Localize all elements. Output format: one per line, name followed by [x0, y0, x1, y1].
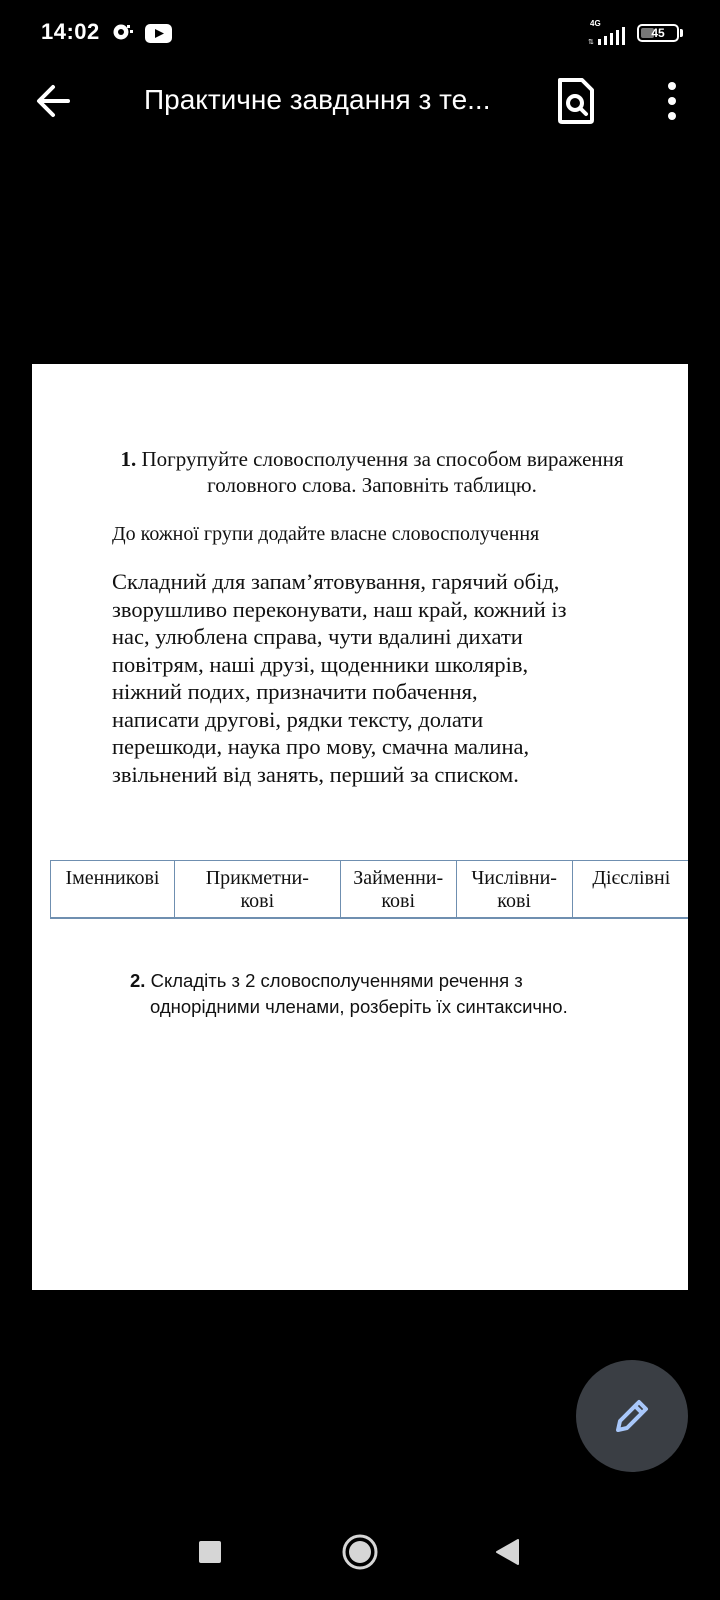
header-line1: Дієслівні [592, 867, 671, 889]
header-line1: Числівни- [471, 867, 557, 889]
task2-line1: Складіть з 2 словосполученнями речення з [150, 970, 523, 991]
arrow-back-icon [28, 78, 74, 124]
task2-number: 2. [130, 970, 146, 991]
task1-heading [112, 446, 632, 498]
signal-icon [588, 27, 626, 45]
recents-square-icon [198, 1540, 222, 1564]
task2-text [130, 968, 650, 1020]
vpn-icon [112, 22, 134, 42]
more-options-button[interactable] [654, 78, 690, 124]
status-time: 14:02 [41, 19, 100, 44]
groups-table [50, 860, 688, 919]
phrase-line: нас, улюблена справа, чути вдалині дихати [112, 624, 523, 649]
phrase-line: зворушливо переконувати, наш край, кожний із [112, 596, 567, 622]
table-header-cell [572, 861, 688, 919]
task1-subtitle: До кожної групи додайте власне словосполучення [112, 523, 540, 545]
header-line1: Займенни- [353, 867, 444, 889]
battery-icon [637, 24, 679, 42]
phrase-line: звільнений від занять, перший за списком. [112, 761, 519, 787]
find-in-document-icon [552, 76, 600, 126]
header-line2: кові [381, 890, 416, 912]
document-page[interactable] [32, 364, 688, 1290]
table-header-cell [51, 861, 175, 919]
table-header-cell [174, 861, 340, 919]
header-line1: Прикметни- [205, 867, 309, 889]
phrase-line: ніжний подих, призначити побачення, [112, 679, 478, 704]
table-header-row [51, 861, 689, 919]
task1-phrases [112, 568, 632, 788]
home-button[interactable] [340, 1532, 380, 1572]
phrase-line: повітрям, наші друзі, щоденники школярів, [112, 651, 529, 677]
table-header-cell [340, 861, 456, 919]
nav-back-button[interactable] [494, 1538, 520, 1566]
more-vert-icon [654, 78, 690, 124]
back-triangle-icon [494, 1538, 520, 1566]
battery-percent: 45 [651, 26, 665, 40]
header-line2: кові [497, 890, 531, 912]
table-header-cell [456, 861, 572, 919]
svg-text:⇅: ⇅ [588, 39, 594, 45]
recents-button[interactable] [198, 1540, 222, 1564]
header-line2: кові [240, 890, 275, 912]
battery-tip [680, 29, 683, 37]
app-bar [0, 68, 720, 134]
youtube-icon [145, 24, 172, 43]
status-bar [0, 0, 720, 68]
phrase-line: Складний для запам’ятовування, гарячий обід, [112, 569, 560, 594]
task2-line2: однорідними членами, розберіть їх синтаксично. [150, 996, 568, 1017]
task1-title: Погрупуйте словосполучення за способом вираження головного слова. Заповніть таблицю. [141, 447, 624, 497]
document-title: Практичне завдання з те... [144, 84, 491, 115]
back-button[interactable] [28, 78, 74, 124]
network-type: 4G [590, 19, 601, 28]
task1-number: 1. [120, 447, 137, 471]
edit-fab-button[interactable] [576, 1360, 688, 1472]
find-in-document-button[interactable] [552, 76, 600, 126]
phrase-line: перешкоди, наука про мову, смачна малина, [112, 734, 530, 759]
pencil-edit-icon [612, 1396, 652, 1436]
header-line1: Іменникові [65, 867, 160, 889]
phrase-line: написати другові, рядки тексту, долати [112, 706, 484, 732]
home-circle-icon [340, 1532, 380, 1572]
